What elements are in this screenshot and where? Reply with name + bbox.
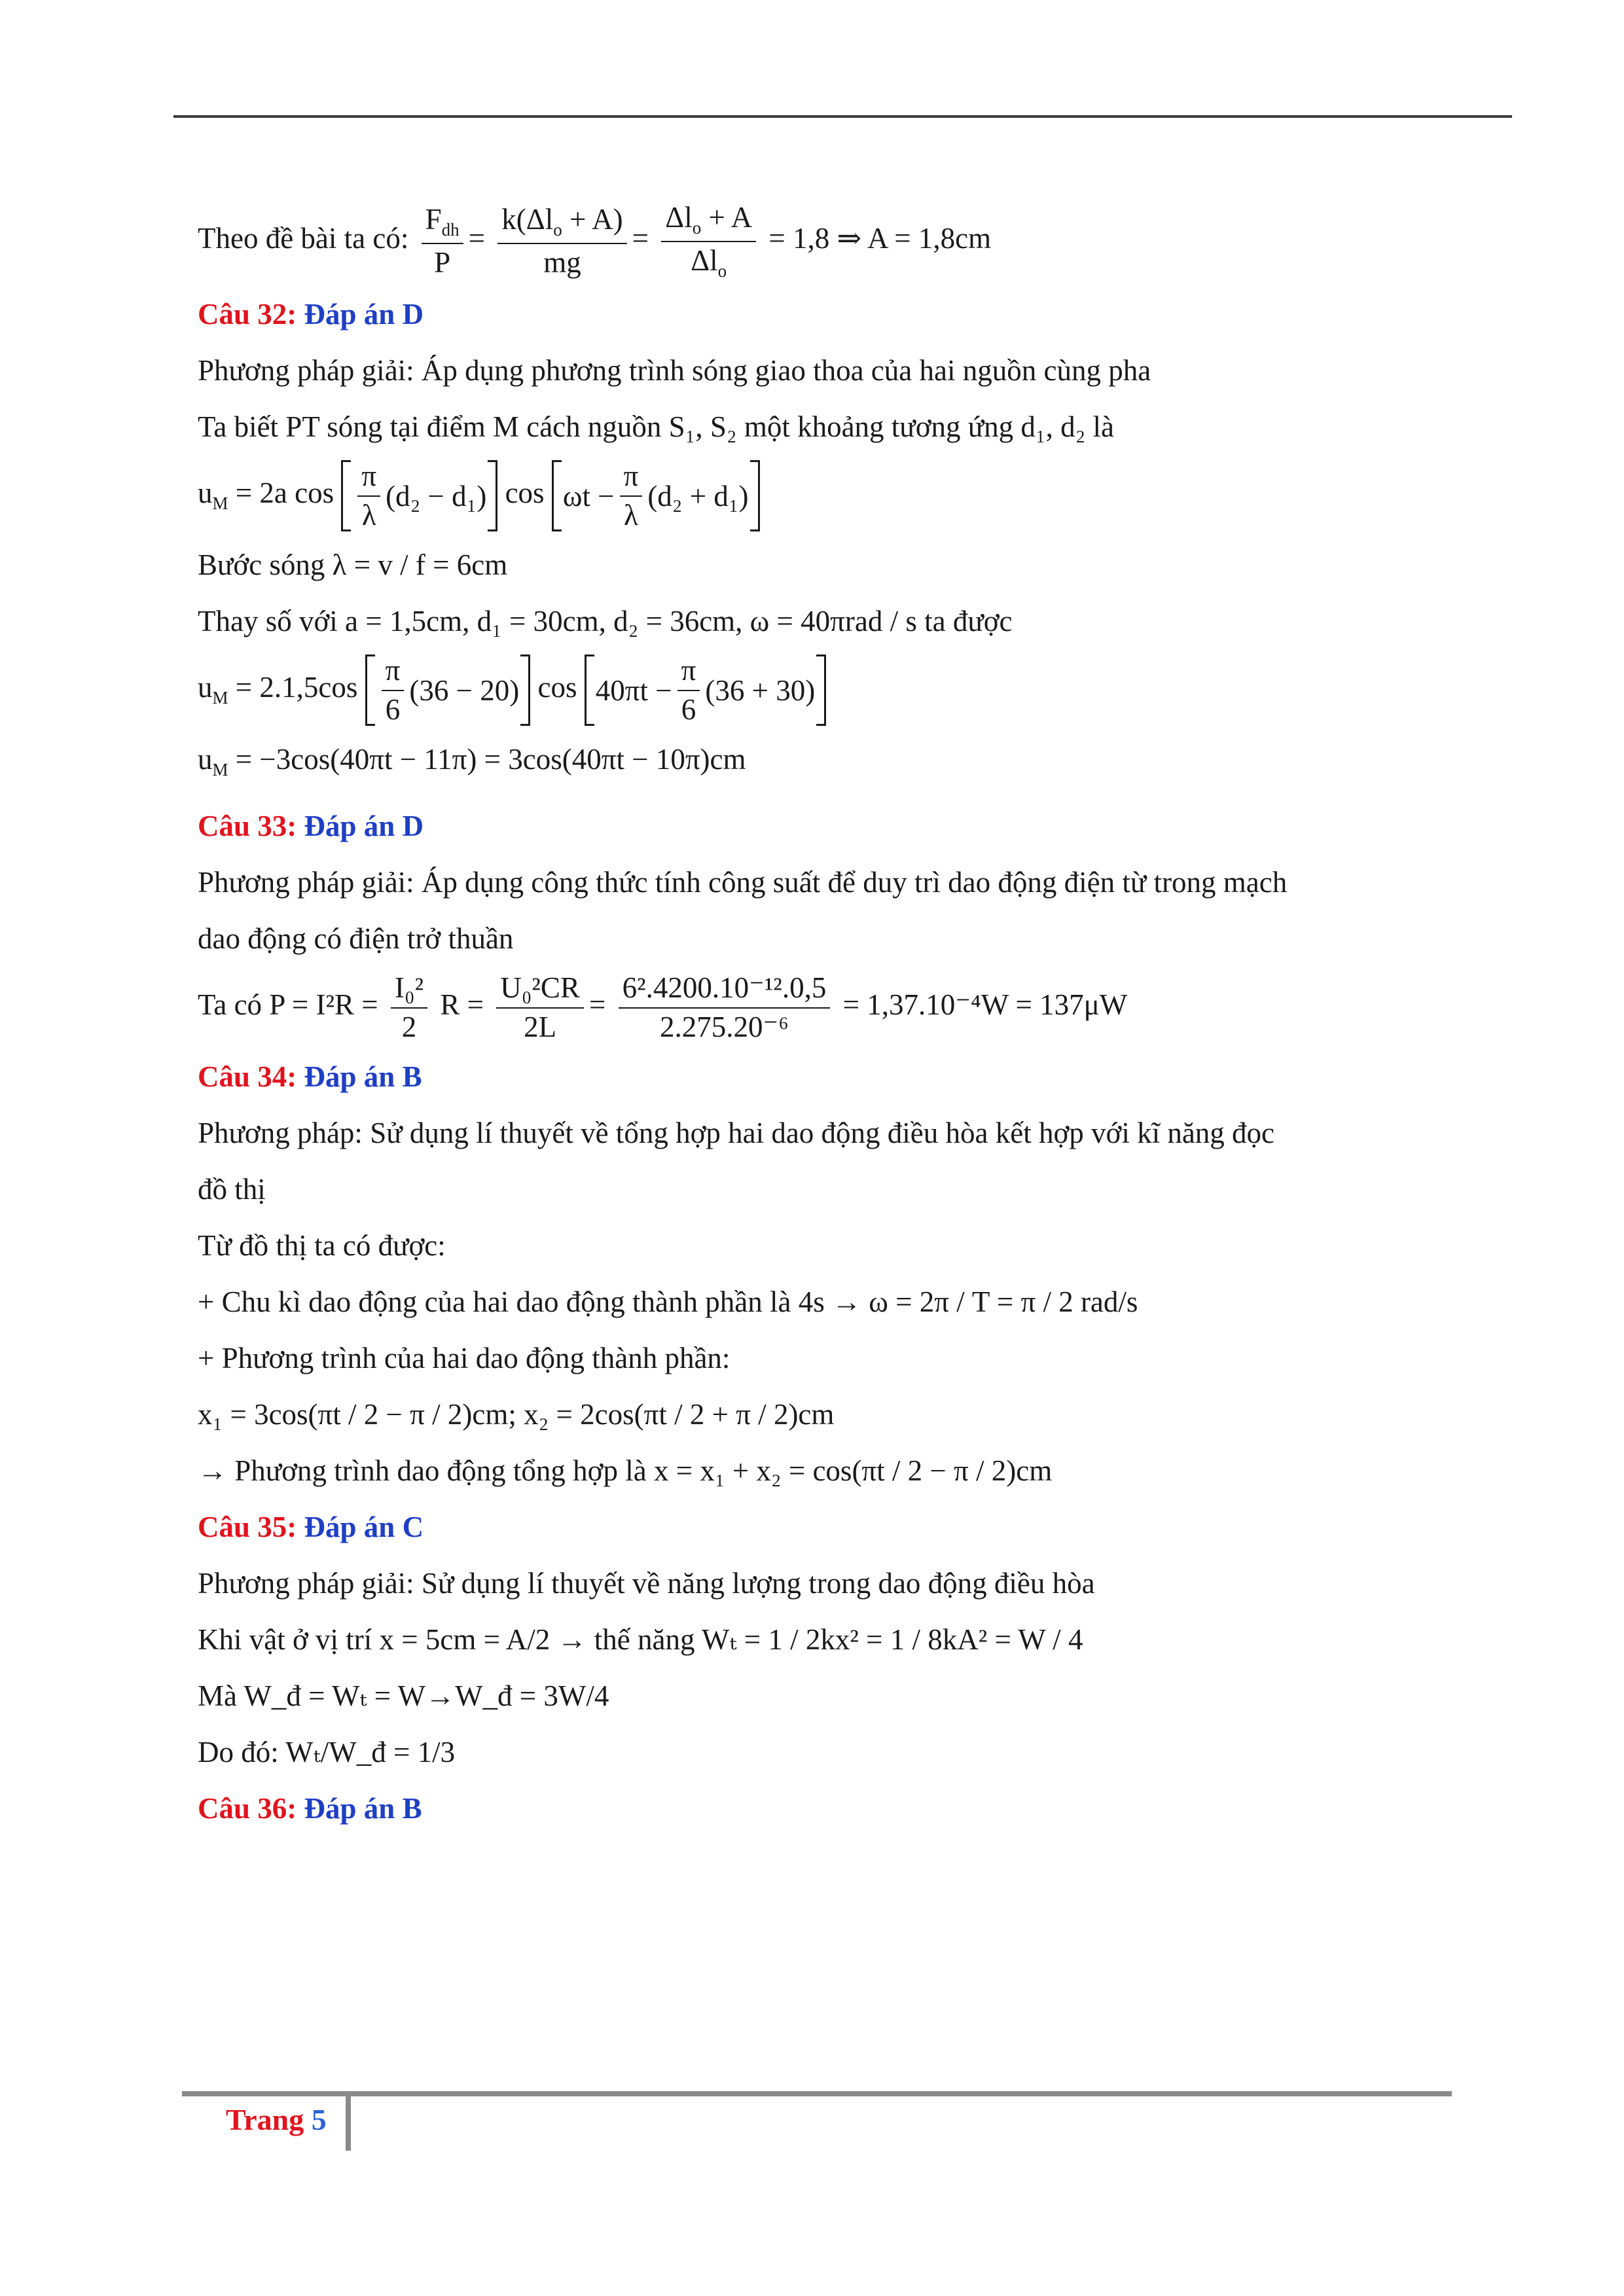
question-35-heading (198, 1499, 1441, 1555)
eq-lhs-sub: M (212, 760, 228, 780)
frac-den-sub: o (717, 260, 727, 281)
frac-num-sub: o (553, 220, 562, 240)
bracket-group (585, 655, 826, 726)
q32-method: Phương pháp giải: Áp dụng phương trình sóng giao thoa của hai nguồn cùng pha (198, 354, 1151, 387)
eq-part: cos (505, 476, 545, 510)
answer-label: Đáp án D (304, 298, 424, 331)
question-36-heading (198, 1780, 1441, 1837)
eq-part: = 2a cos (235, 476, 334, 510)
q35-ratio: Do đó: Wₜ/W_đ = 1/3 (198, 1736, 456, 1769)
frac-den: λ (361, 498, 376, 531)
frac-den: 6 (385, 692, 401, 726)
frac-den: λ (624, 498, 638, 531)
frac-den: 2.275.20⁻⁶ (659, 1010, 789, 1043)
bracket-group (365, 655, 531, 726)
intro-result: = 1,8 ⇒ A = 1,8cm (768, 222, 992, 255)
q35-potential-energy: Khi vật ở vị trí x = 5cm = A/2 → thế năng Wₜ = 1 / 2kx² = 1 / 8kA² = W / 4 (198, 1623, 1083, 1657)
frac-num: Δl (665, 201, 693, 234)
q32-wave-equation (198, 455, 1441, 537)
page-label: Trang (226, 2103, 304, 2136)
question-label: Câu 33: (198, 810, 297, 843)
eq-part: = 1,37.10⁻⁴W = 137μW (842, 988, 1128, 1022)
header-rule (173, 115, 1512, 118)
footer-rule (182, 2091, 1452, 2096)
q32-wavelength: Bước sóng λ = v / f = 6cm (198, 548, 508, 582)
frac-num: π (357, 460, 380, 497)
q32-statement: Ta biết PT sóng tại điểm M cách nguồn S₁, S₂ một khoảng tương ứng d₁, d₂ là (198, 410, 1114, 444)
frac-den: 6 (681, 692, 696, 726)
question-label: Câu 32: (198, 298, 297, 331)
q33-method: Phương pháp giải: Áp dụng công thức tính công suất để duy trì dao động điện từ trong mạch (198, 866, 1288, 899)
q34-method-cont: đồ thị (198, 1173, 266, 1206)
eq-part: 40πt − (595, 673, 672, 707)
eq-part: (36 + 30) (705, 673, 816, 707)
frac-num: π (677, 655, 700, 691)
answer-label: Đáp án C (304, 1511, 424, 1544)
frac-den: P (434, 245, 451, 279)
frac-num-sub: o (692, 218, 702, 238)
frac-num: π (620, 460, 643, 497)
q34-method: Phương pháp: Sử dụng lí thuyết về tổng hợp hai dao động điều hòa kết hợp với kĩ năng đọc (198, 1117, 1275, 1150)
q34-period: + Chu kì dao động của hai dao động thành phần là 4s → ω = 2π / T = π / 2 rad/s (198, 1285, 1138, 1319)
eq-part: Ta có P = I²R = (198, 988, 378, 1022)
answer-label: Đáp án B (304, 1060, 422, 1094)
eq-part: cos (537, 671, 577, 704)
frac-num-sub: dh (441, 220, 460, 240)
q34-intro: Từ đồ thị ta có được: (198, 1229, 446, 1263)
eq-part: R = (440, 988, 484, 1022)
frac-num: π (382, 655, 405, 691)
eq-part: = −3cos(40πt − 11π) = 3cos(40πt − 10π)cm (235, 743, 746, 776)
eq-lhs: u (198, 476, 213, 510)
solution-content (198, 196, 1441, 1837)
frac-num: F (425, 203, 442, 236)
bracket-group (341, 460, 497, 531)
question-label: Câu 36: (198, 1792, 297, 1825)
frac-num: U₀²CR (496, 972, 584, 1009)
fraction-dl-over-dl (661, 202, 756, 281)
fraction-k-over-mg (497, 204, 626, 279)
eq-lhs: u (198, 743, 213, 776)
question-33-heading (198, 798, 1441, 854)
frac-num-tail: + A) (562, 203, 623, 236)
eq-lhs: u (198, 671, 213, 704)
eq-part: (d₂ − d₁) (386, 479, 487, 512)
q35-method: Phương pháp giải: Sử dụng lí thuyết về năng lượng trong dao động điều hòa (198, 1567, 1095, 1600)
eq-part: (d₂ + d₁) (647, 479, 749, 512)
eq-part: = 2.1,5cos (235, 671, 358, 704)
frac-den: mg (543, 245, 581, 279)
intro-equation: Theo đề bài ta có: $\frac{F_{dh}}{P}$ = $\frac{k(\Delta l_o + A)}{mg}$ = $\frac{\Delta l_o + A}{\Delta l_o}$ = 1,8 ⇒ A = 1,8cm (198, 201, 992, 281)
q32-substitution: Thay số với a = 1,5cm, d₁ = 30cm, d₂ = 36cm, ω = 40πrad / s ta được (198, 605, 1013, 638)
q34-components-label: + Phương trình của hai dao động thành phần: (198, 1342, 731, 1375)
bracket-group (552, 460, 760, 531)
footer-divider (346, 2094, 351, 2151)
frac-num-tail: + A (701, 201, 753, 234)
frac-den: Δl (691, 243, 718, 277)
frac-den: 2L (524, 1010, 557, 1043)
page-footer (226, 2102, 327, 2137)
frac-den: 2 (401, 1010, 417, 1043)
q32-result (198, 731, 1441, 798)
frac-num: k(Δl (501, 203, 554, 236)
page-number: 5 (311, 2103, 327, 2136)
answer-label: Đáp án B (304, 1792, 422, 1825)
eq-lhs-sub: M (212, 688, 228, 708)
intro-text: Theo đề bài ta có: (198, 222, 409, 255)
fraction-fdh-over-p (422, 204, 463, 279)
question-32-heading (198, 286, 1441, 342)
question-34-heading (198, 1049, 1441, 1105)
frac-num: I₀² (391, 972, 427, 1009)
q32-substituted-equation (198, 649, 1441, 731)
eq-part: ωt − (562, 479, 615, 512)
eq-lhs-sub: M (212, 493, 228, 514)
q33-method-cont: dao động có điện trở thuần (198, 922, 514, 956)
question-label: Câu 35: (198, 1511, 297, 1544)
q35-kinetic-energy: Mà W_đ = Wₜ = W→W_đ = 3W/4 (198, 1679, 609, 1713)
answer-label: Đáp án D (304, 810, 424, 843)
frac-num: 6².4200.10⁻¹².0,5 (619, 972, 831, 1009)
q33-power-equation: Ta có P = I²R = $\frac{\text{I₀²}}{2}$ R = $\frac{\text{U₀²CR}}{2L}$ = $\frac{\text{6².4200.10⁻¹².0,5}}{\text{2.275.20⁻⁶}}$ = 1,37.10⁻⁴W = 137μW (198, 971, 1128, 1043)
q34-components: x₁ = 3cos(πt / 2 − π / 2)cm; x₂ = 2cos(πt / 2 + π / 2)cm (198, 1398, 835, 1431)
eq-part: (36 − 20) (409, 673, 520, 707)
q34-result: → Phương trình dao động tổng hợp là x = x₁ + x₂ = cos(πt / 2 − π / 2)cm (198, 1454, 1053, 1488)
question-label: Câu 34: (198, 1060, 297, 1094)
